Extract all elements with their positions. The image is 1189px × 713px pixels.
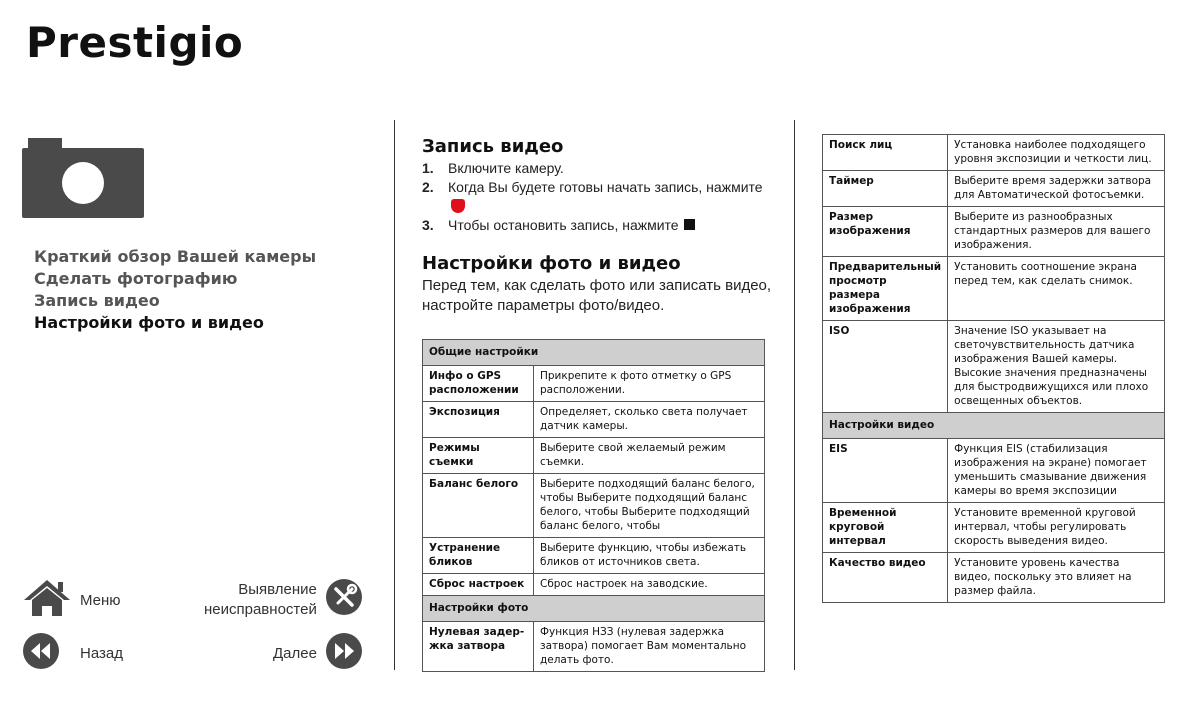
general-settings-table xyxy=(422,339,765,672)
table-row: Инфо о GPS расположении Прикрепите к фото отметку о GPS расположении. xyxy=(423,366,765,402)
step-item: 1. Включите камеру. xyxy=(422,160,564,176)
camera-icon xyxy=(22,138,144,223)
fast-forward-icon xyxy=(325,632,363,675)
table-row: Сброс настроек Сброс настроек на заводские. xyxy=(423,574,765,596)
general-settings-header: Общие настройки xyxy=(423,340,765,366)
next-button[interactable] xyxy=(273,632,363,675)
table-row: Таймер Выберите время задержки затвора для Автоматической фотосъемки. xyxy=(823,171,1165,207)
table-row: Размер изображения Выберите из разнообразных стандартных размеров для вашего изображения. xyxy=(823,207,1165,257)
step-item: 2. Когда Вы будете готовы начать запись, нажмите xyxy=(422,178,772,216)
rewind-icon xyxy=(22,632,60,675)
table-row: Нулевая задер-жка затвора Функция НЗЗ (нулевая задержка затвора) помогает Вам моментально делать фото. xyxy=(423,622,765,672)
sidebar-toc xyxy=(34,246,316,334)
sidebar-item-record-video[interactable]: Запись видео xyxy=(34,291,160,310)
column-divider-right xyxy=(794,120,795,670)
table-row: ISO Значение ISO указывает на светочувствительность датчика изображения Вашей камеры. Высокие значения предназначены для быстродвижущихся или плохо освещенных объектов. xyxy=(823,321,1165,413)
video-settings-header: Настройки видео xyxy=(823,413,1165,439)
photo-video-settings-table xyxy=(822,134,1165,603)
table-row: Баланс белого Выберите подходящий баланс белого, чтобы Выберите подходящий баланс белого, чтобы Выберите подходящий баланс белого, чтобы xyxy=(423,474,765,538)
troubleshooting-label: Выявление неисправностей xyxy=(204,580,317,618)
table-row: Устранение бликов Выберите функцию, чтобы избежать бликов от источников света. xyxy=(423,538,765,574)
table-row: Поиск лиц Установка наиболее подходящего уровня экспозиции и четкости лиц. xyxy=(823,135,1165,171)
settings-section-title: Настройки фото и видео xyxy=(422,253,681,274)
table-row: Экспозиция Определяет, сколько света получает датчик камеры. xyxy=(423,402,765,438)
step-item: 3. Чтобы остановить запись, нажмите xyxy=(422,216,772,235)
brand-logo: Prestigio xyxy=(26,18,244,67)
menu-button[interactable] xyxy=(22,578,121,623)
photo-settings-header: Настройки фото xyxy=(423,596,765,622)
table-row: Предварительный просмотр размера изображения Установить соотношение экрана перед тем, как сделать снимок. xyxy=(823,257,1165,321)
next-label: Далее xyxy=(273,645,317,662)
column-divider-left xyxy=(394,120,395,670)
troubleshooting-button[interactable] xyxy=(204,578,363,621)
content-column xyxy=(422,136,772,316)
back-label: Назад xyxy=(80,645,123,662)
table-row: Качество видео Установите уровень качества видео, поскольку это влияет на размер файла. xyxy=(823,553,1165,603)
menu-label: Меню xyxy=(80,592,121,609)
video-section-title: Запись видео xyxy=(422,136,564,157)
settings-intro: Перед тем, как сделать фото или записать видео, настройте параметры фото/видео. xyxy=(422,277,772,314)
sidebar-item-photo-video-settings[interactable]: Настройки фото и видео xyxy=(34,313,264,332)
sidebar-item-take-photo[interactable]: Сделать фотографию xyxy=(34,269,238,288)
video-steps xyxy=(422,159,772,235)
back-button[interactable] xyxy=(22,632,123,675)
table-row: Режимы съемки Выберите свой желаемый режим съемки. xyxy=(423,438,765,474)
sidebar-item-overview[interactable]: Краткий обзор Вашей камеры xyxy=(34,247,317,266)
record-button-icon xyxy=(451,199,465,213)
table-row: EIS Функция EIS (стабилизация изображения на экране) помогает уменьшить смазывание движения камеры во время экспозиции xyxy=(823,439,1165,503)
stop-button-icon xyxy=(684,219,695,230)
table-row: Временной круговой интервал Установите временной круговой интервал, чтобы регулировать скорость выведения видео. xyxy=(823,503,1165,553)
home-icon xyxy=(22,578,72,623)
tools-icon xyxy=(325,578,363,621)
